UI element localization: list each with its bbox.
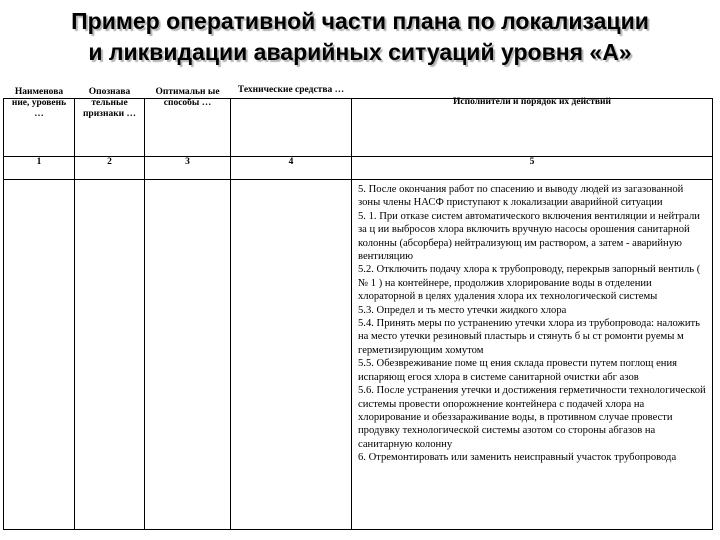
table-header-row	[4, 99, 713, 157]
action-item: 5. После окончания работ по спасению и выводу людей из загазованной зоны члены НАСФ приступают к локализации аварийной ситуации	[358, 184, 684, 209]
empty-cell	[4, 180, 75, 530]
header-cell	[352, 99, 713, 157]
header-cell	[4, 87, 75, 157]
action-item: 6. Отремонтировать или заменить неисправный участок трубопровода	[358, 452, 677, 464]
action-item: 5.6. После устранения утечки и достижения герметичности технологической системы провести опорожнение контейнера с подачей хлора на хлорирование и обеззараживание воды, в противном случае провести продувку технологической системы азотом со стороны абгазов на санитарную колонну	[358, 385, 706, 450]
table-number-row	[4, 157, 713, 180]
action-item: 5.3. Определ и ть место утечки жидкого хлора	[358, 304, 567, 316]
title-line-1: Пример оперативной части плана по локализации	[71, 8, 649, 34]
empty-cell	[231, 180, 352, 530]
column-number: 1	[4, 157, 75, 180]
header-name-level: Наименова ние, уровень …	[11, 87, 67, 119]
header-cell	[231, 85, 352, 157]
column-number: 2	[75, 157, 145, 180]
action-item: 5. 1. При отказе систем автоматического включения вентиляции и нейтрали за ц ии выбросов хлора включить вручную насосы орошения санитарной колонны (абсорбера) нейтрализующ им раствором, а затем - аварийную вентиляцию	[358, 210, 700, 263]
page-title	[0, 6, 720, 68]
header-cell	[145, 87, 231, 157]
header-executors: Исполнители и порядок их действий	[453, 97, 611, 107]
header-optimal-methods: Оптимальн ые способы …	[155, 87, 220, 108]
column-number: 5	[352, 157, 713, 180]
header-identifying-signs: Опознава тельные признаки …	[82, 87, 137, 119]
plan-table	[3, 85, 713, 530]
header-technical-means: Технические средства …	[237, 85, 345, 95]
column-number: 4	[231, 157, 352, 180]
actions-cell	[352, 180, 713, 530]
action-item: 5.5. Обезвреживание поме щ ения склада провести путем поглощ ения испаряющ егося хлора в системе санитарной очистки абг азов	[358, 358, 678, 383]
table-row	[4, 180, 713, 530]
column-number: 3	[145, 157, 231, 180]
header-cell	[75, 87, 145, 157]
empty-cell	[75, 180, 145, 530]
action-item: 5.2. Отключить подачу хлора к трубопроводу, перекрыв запорный вентиль ( № 1 ) на контейнере, продолжив хлорирование воды в отделении хлораторной в целях удаления хлора их технологической системы	[358, 264, 701, 303]
action-item: 5.4. Принять меры по устранению утечки хлора из трубопровода: наложить на место утечки резиновый пластырь и стянуть б ы ст ромонти руемы м герметизирующим хомутом	[358, 318, 700, 356]
title-line-2: и ликвидации аварийных ситуаций уровня «А»	[88, 39, 632, 65]
empty-cell	[145, 180, 231, 530]
